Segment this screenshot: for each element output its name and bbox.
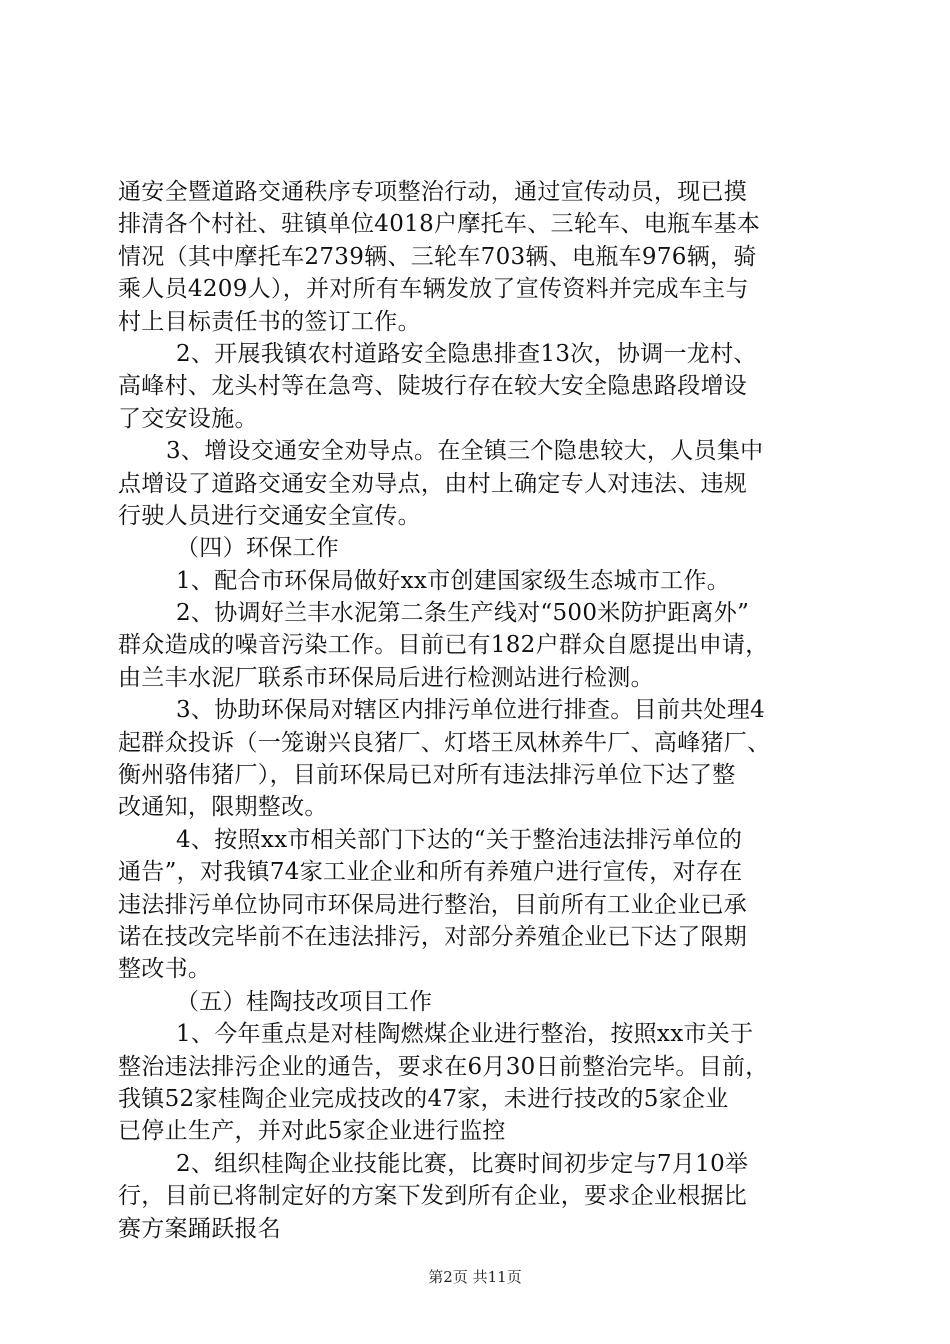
text-line: 情况（其中摩托车2739辆、三轮车703辆、电瓶车976辆，骑 [118,243,757,270]
text-line: 2、协调好兰丰水泥第二条生产线对“500米防护距离外” [176,600,750,627]
page-footer: 第2页 共11页 [428,1268,522,1286]
text-line: 4、按照xx市相关部门下达的“关于整治违法排污单位的 [176,826,743,853]
text-line: 起群众投诉（一笼谢兴良猪厂、灯塔王凤林养牛厂、高峰猪厂、 [118,729,771,756]
text-line: 违法排污单位协同市环保局进行整治，目前所有工业企业已承 [118,891,748,918]
text-line: 改通知，限期整改。 [118,794,328,821]
text-line: 3、协助环保局对辖区内排污单位进行排查。目前共处理4 [176,697,766,724]
text-line: 赛方案踊跃报名 [118,1215,282,1242]
text-line: 我镇52家桂陶企业完成技改的47家，未进行技改的5家企业 [118,1085,729,1112]
text-line: 村上目标责任书的签订工作。 [118,308,421,335]
text-line: 1、今年重点是对桂陶燃煤企业进行整治，按照xx市关于 [176,1021,754,1048]
document-body [118,176,834,1245]
text-line: 通告”，对我镇74家工业企业和所有养殖户进行宣传，对存在 [118,859,743,886]
text-line: 3、增设交通安全劝导点。在全镇三个隐患较大，人员集中 [166,438,764,465]
text-line: 诺在技改完毕前不在违法排污，对部分养殖企业已下达了限期 [118,923,748,950]
text-line: 2、组织桂陶企业技能比赛，比赛时间初步定与7月10举 [176,1150,749,1177]
text-line: 2、开展我镇农村道路安全隐患排查13次，协调一龙村、 [176,340,757,367]
text-line: 了交安设施。 [118,405,258,432]
text-line: 通安全暨道路交通秩序专项整治行动，通过宣传动员，现已摸 [118,179,748,205]
text-line: 已停止生产，并对此5家企业进行监控 [118,1118,506,1145]
text-line: 高峰村、龙头村等在急弯、陡坡行存在较大安全隐患路段增设 [118,373,748,400]
text-line: 群众造成的噪音污染工作。目前已有182户群众自愿提出申请， [118,632,769,659]
text-line: 1、配合市环保局做好xx市创建国家级生态城市工作。 [176,567,731,594]
text-line: 排清各个村社、驻镇单位4018户摩托车、三轮车、电瓶车基本 [118,211,761,238]
text-line: 点增设了道路交通安全劝导点，由村上确定专人对违法、违规 [118,470,748,497]
text-line: 整治违法排污企业的通告，要求在6月30日前整治完毕。目前， [118,1053,769,1080]
text-line: 行驶人员进行交通安全宣传。 [118,502,421,529]
text-line: 乘人员4209人），并对所有车辆发放了宣传资料并完成车主与 [118,276,749,303]
text-line: 行，目前已将制定好的方案下发到所有企业，要求企业根据比 [118,1183,748,1210]
text-line: 由兰丰水泥厂联系市环保局后进行检测站进行检测。 [118,664,654,691]
text-line: 整改书。 [118,956,212,983]
text-line: 衡州骆伟猪厂），目前环保局已对所有违法排污单位下达了整 [118,762,736,789]
text-line: （五）桂陶技改项目工作 [176,988,433,1015]
text-line: （四）环保工作 [176,535,340,562]
